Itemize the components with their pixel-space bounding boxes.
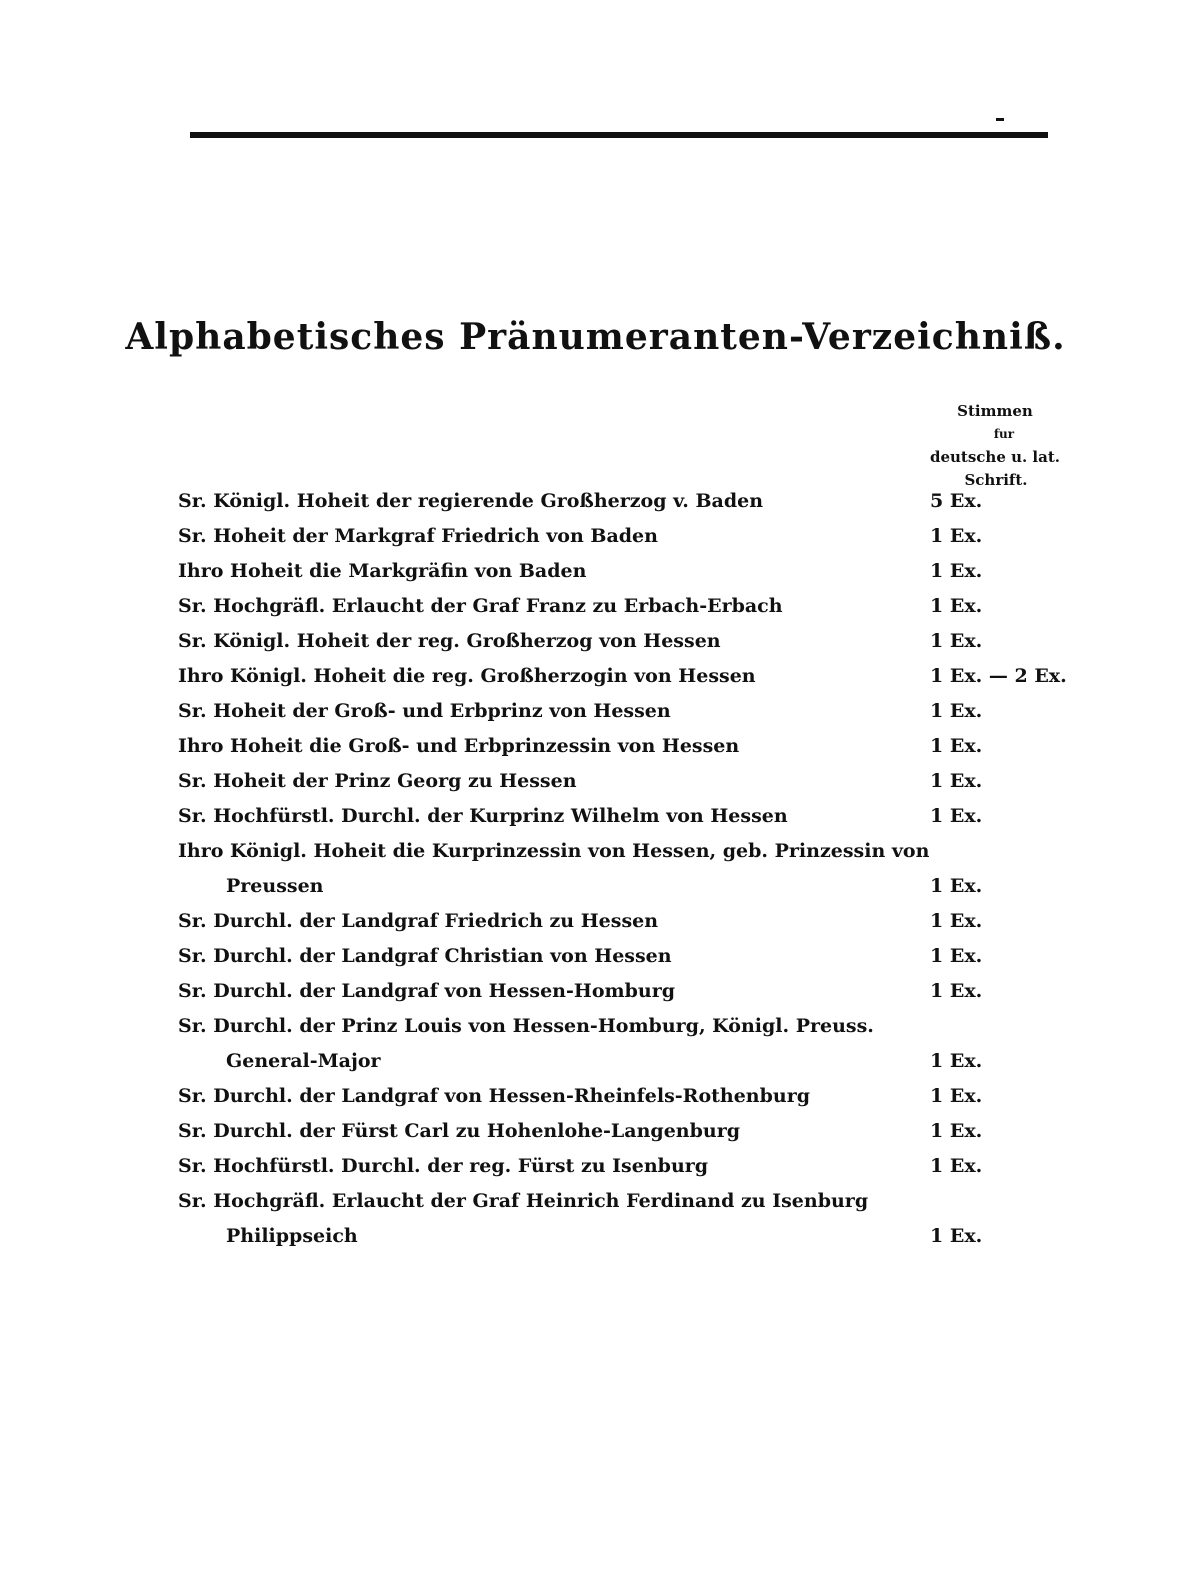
list-item bbox=[178, 799, 1078, 834]
copies-count: 1 Ex. bbox=[930, 770, 983, 792]
subscriber-name: Ihro Königl. Hoheit die reg. Großherzogin von Hessen bbox=[178, 665, 756, 687]
list-item-row bbox=[178, 1044, 1078, 1079]
list-item-row bbox=[178, 799, 1078, 834]
list-item-row bbox=[178, 659, 1078, 694]
list-item-row bbox=[178, 974, 1078, 1009]
copies-count: 1 Ex. bbox=[930, 735, 983, 757]
list-item bbox=[178, 729, 1078, 764]
copies-count: 1 Ex. bbox=[930, 560, 983, 582]
subscriber-name: Sr. Durchl. der Landgraf von Hessen-Rheinfels-Rothenburg bbox=[178, 1085, 811, 1107]
list-item bbox=[178, 1149, 1078, 1184]
list-item-row bbox=[178, 1184, 1078, 1219]
copies-count: 1 Ex. bbox=[930, 1225, 983, 1247]
copies-count: 1 Ex. bbox=[930, 875, 983, 897]
subscriber-name: Ihro Königl. Hoheit die Kurprinzessin von Hessen, geb. Prinzessin von bbox=[178, 840, 930, 862]
list-item bbox=[178, 764, 1078, 799]
subscriber-name-continuation: General-Major bbox=[226, 1050, 381, 1072]
list-item-row bbox=[178, 939, 1078, 974]
copies-count: 1 Ex. bbox=[930, 945, 983, 967]
list-item bbox=[178, 659, 1078, 694]
copies-count: 1 Ex. bbox=[930, 910, 983, 932]
list-item-row bbox=[178, 1114, 1078, 1149]
subscriber-name: Sr. Durchl. der Landgraf Friedrich zu Hessen bbox=[178, 910, 659, 932]
subscriber-name: Sr. Durchl. der Landgraf von Hessen-Homburg bbox=[178, 980, 675, 1002]
list-item bbox=[178, 1079, 1078, 1114]
list-item-row bbox=[178, 519, 1078, 554]
list-item bbox=[178, 1114, 1078, 1149]
subscriber-name: Sr. Durchl. der Fürst Carl zu Hohenlohe-Langenburg bbox=[178, 1120, 740, 1142]
copies-count: 1 Ex. bbox=[930, 1120, 983, 1142]
list-item-row bbox=[178, 589, 1078, 624]
list-item-row bbox=[178, 554, 1078, 589]
list-item bbox=[178, 484, 1078, 519]
list-item-row bbox=[178, 1079, 1078, 1114]
copies-count: 1 Ex. bbox=[930, 525, 983, 547]
header-rule bbox=[190, 132, 1048, 138]
subscriber-name: Sr. Hochfürstl. Durchl. der Kurprinz Wilhelm von Hessen bbox=[178, 805, 788, 827]
list-item bbox=[178, 904, 1078, 939]
list-item-row bbox=[178, 1009, 1078, 1044]
copies-count: 1 Ex. bbox=[930, 805, 983, 827]
list-item bbox=[178, 939, 1078, 974]
list-item bbox=[178, 974, 1078, 1009]
copies-count: 1 Ex. bbox=[930, 1155, 983, 1177]
copies-count: 1 Ex. — 2 Ex. bbox=[930, 665, 1067, 687]
copies-count: 1 Ex. bbox=[930, 1050, 983, 1072]
column-heading-line: deutsche u. lat. bbox=[929, 448, 1061, 466]
subscriber-name: Sr. Hochgräfl. Erlaucht der Graf Heinrich Ferdinand zu Isenburg bbox=[178, 1190, 869, 1212]
copies-count: 1 Ex. bbox=[930, 1085, 983, 1107]
list-item bbox=[178, 624, 1078, 659]
list-item-row bbox=[178, 694, 1078, 729]
list-item bbox=[178, 589, 1078, 624]
list-item bbox=[178, 519, 1078, 554]
list-item bbox=[178, 1184, 1078, 1254]
list-item-row bbox=[178, 1149, 1078, 1184]
subscriber-name: Sr. Hoheit der Markgraf Friedrich von Baden bbox=[178, 525, 658, 547]
subscriber-name: Sr. Hoheit der Groß- und Erbprinz von Hessen bbox=[178, 700, 671, 722]
list-item-row bbox=[178, 624, 1078, 659]
copies-count: 5 Ex. bbox=[930, 490, 983, 512]
subscriber-name: Ihro Hoheit die Markgräfin von Baden bbox=[178, 560, 587, 582]
subscriber-name: Sr. Durchl. der Prinz Louis von Hessen-Homburg, Königl. Preuss. bbox=[178, 1015, 874, 1037]
subscriber-list bbox=[178, 484, 1078, 1254]
page-title: Alphabetisches Pränumeranten-Verzeichniß. bbox=[125, 316, 1066, 358]
list-item-row bbox=[178, 904, 1078, 939]
copies-count: 1 Ex. bbox=[930, 630, 983, 652]
subscriber-name: Sr. Hoheit der Prinz Georg zu Hessen bbox=[178, 770, 577, 792]
list-item-row bbox=[178, 764, 1078, 799]
list-item bbox=[178, 694, 1078, 729]
votes-column-heading bbox=[900, 400, 1090, 492]
subscriber-name: Ihro Hoheit die Groß- und Erbprinzessin von Hessen bbox=[178, 735, 740, 757]
column-heading-line: Stimmen bbox=[957, 402, 1033, 420]
list-item-row bbox=[178, 729, 1078, 764]
column-heading-line: fur bbox=[993, 427, 1015, 441]
column-heading-line: Schrift. bbox=[964, 471, 1028, 489]
list-item bbox=[178, 1009, 1078, 1079]
list-item-row bbox=[178, 869, 1078, 904]
subscriber-name: Sr. Königl. Hoheit der reg. Großherzog von Hessen bbox=[178, 630, 721, 652]
copies-count: 1 Ex. bbox=[930, 980, 983, 1002]
printer-mark bbox=[996, 118, 1004, 121]
subscriber-name-continuation: Philippseich bbox=[226, 1225, 358, 1247]
subscriber-name: Sr. Durchl. der Landgraf Christian von Hessen bbox=[178, 945, 672, 967]
list-item-row bbox=[178, 1219, 1078, 1254]
copies-count: 1 Ex. bbox=[930, 700, 983, 722]
subscriber-name: Sr. Hochfürstl. Durchl. der reg. Fürst zu Isenburg bbox=[178, 1155, 709, 1177]
copies-count: 1 Ex. bbox=[930, 595, 983, 617]
subscriber-name-continuation: Preussen bbox=[226, 875, 324, 897]
list-item-row bbox=[178, 834, 1078, 869]
subscriber-name: Sr. Königl. Hoheit der regierende Großherzog v. Baden bbox=[178, 490, 764, 512]
list-item-row bbox=[178, 484, 1078, 519]
subscriber-name: Sr. Hochgräfl. Erlaucht der Graf Franz zu Erbach-Erbach bbox=[178, 595, 783, 617]
list-item bbox=[178, 554, 1078, 589]
list-item bbox=[178, 834, 1078, 904]
